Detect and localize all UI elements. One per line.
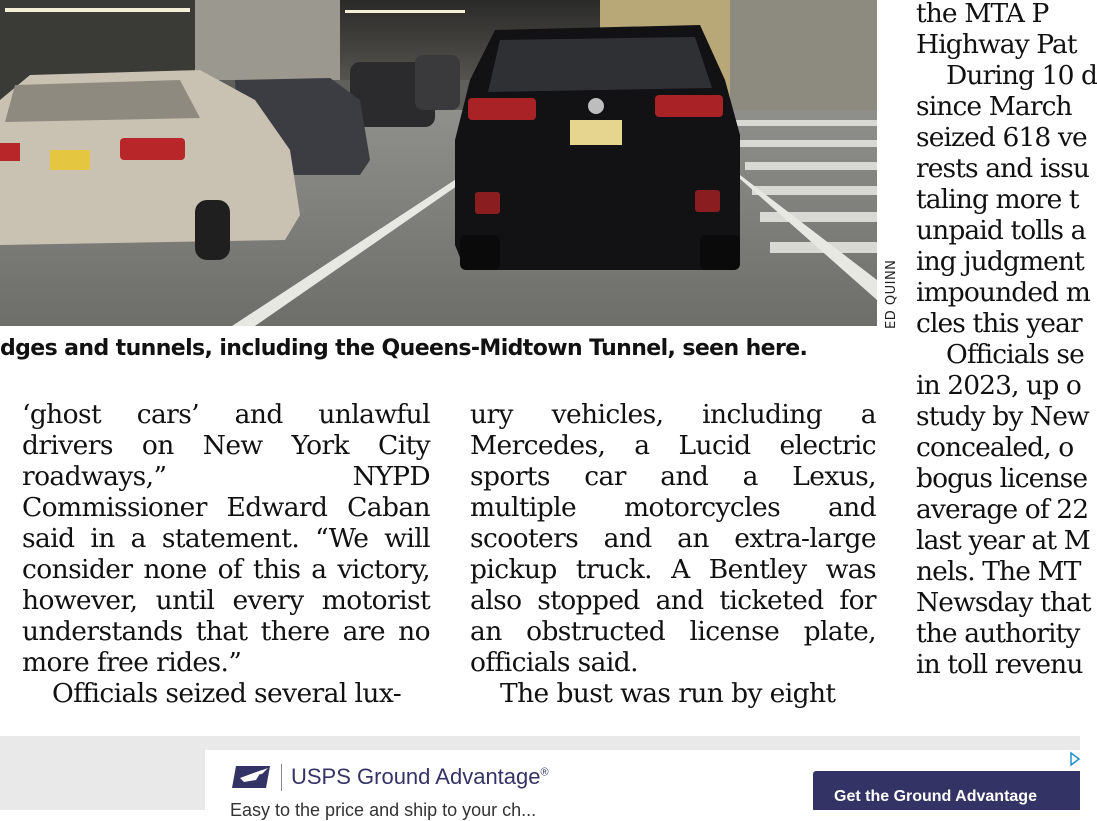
usps-advertisement[interactable] [205,750,1080,820]
usps-eagle-icon [232,764,272,790]
column-line: cles this year [916,308,1082,339]
column-line: in toll revenu [916,649,1083,680]
column-line: study by New [916,401,1089,432]
column-line: bogus license [916,463,1088,494]
column-line: During 10 d [946,60,1097,91]
column-line: the authority [916,618,1080,649]
paragraph: Officials seized several lux- [52,678,402,709]
ad-title: USPS Ground Advantage® [291,764,549,789]
ad-divider [281,764,282,791]
article-column-3 [916,0,1096,680]
ad-choices-icon[interactable] [1070,752,1080,766]
photo-caption: dges and tunnels, including the Queens-Midtown Tunnel, seen here. [0,336,808,361]
column-line: concealed, o [916,432,1074,463]
column-line: impounded m [916,277,1090,308]
column-line: last year at M [916,525,1090,556]
column-line: in 2023, up o [916,370,1081,401]
article-column-1 [22,399,430,709]
column-line: Officials se [946,339,1084,370]
column-line: nels. The MT [916,556,1081,587]
paragraph: ‘ghost cars’ and unlawful drivers on New York City roadways,” NYPD Commissioner Edward Caban said in a statement. “We will consider none of this a victory, however, until every motorist understands that there are no more free rides.” [22,399,430,678]
column-line: unpaid tolls a [916,215,1086,246]
news-photo [0,0,877,326]
column-line: average of 22 [916,494,1089,525]
paragraph: ury vehicles, including a Mercedes, a Lucid electric sports car and a Lexus, multiple motorcycles and scooters and an extra-large pickup truck. A Bentley was also stopped and ticketed for an obstructed license plate, officials said. [470,399,876,678]
column-line: taling more t [916,184,1079,215]
tunnel-traffic-illustration [0,0,877,326]
column-line: rests and issu [916,153,1090,184]
column-line: seized 618 ve [916,122,1087,153]
column-line: since March [916,91,1072,122]
column-line: the MTA P [916,0,1049,29]
column-line: Newsday that [916,587,1091,618]
article-column-2 [470,399,876,709]
ad-subtitle: Easy to the price and ship to your ch... [230,800,537,820]
get-ground-advantage-button[interactable]: Get the Ground Advantage [813,771,1080,810]
paragraph: The bust was run by eight [500,678,836,709]
column-line: Highway Pat [916,29,1077,60]
photo-credit: ED QUINN [884,259,899,329]
column-line: ing judgment [916,246,1084,277]
